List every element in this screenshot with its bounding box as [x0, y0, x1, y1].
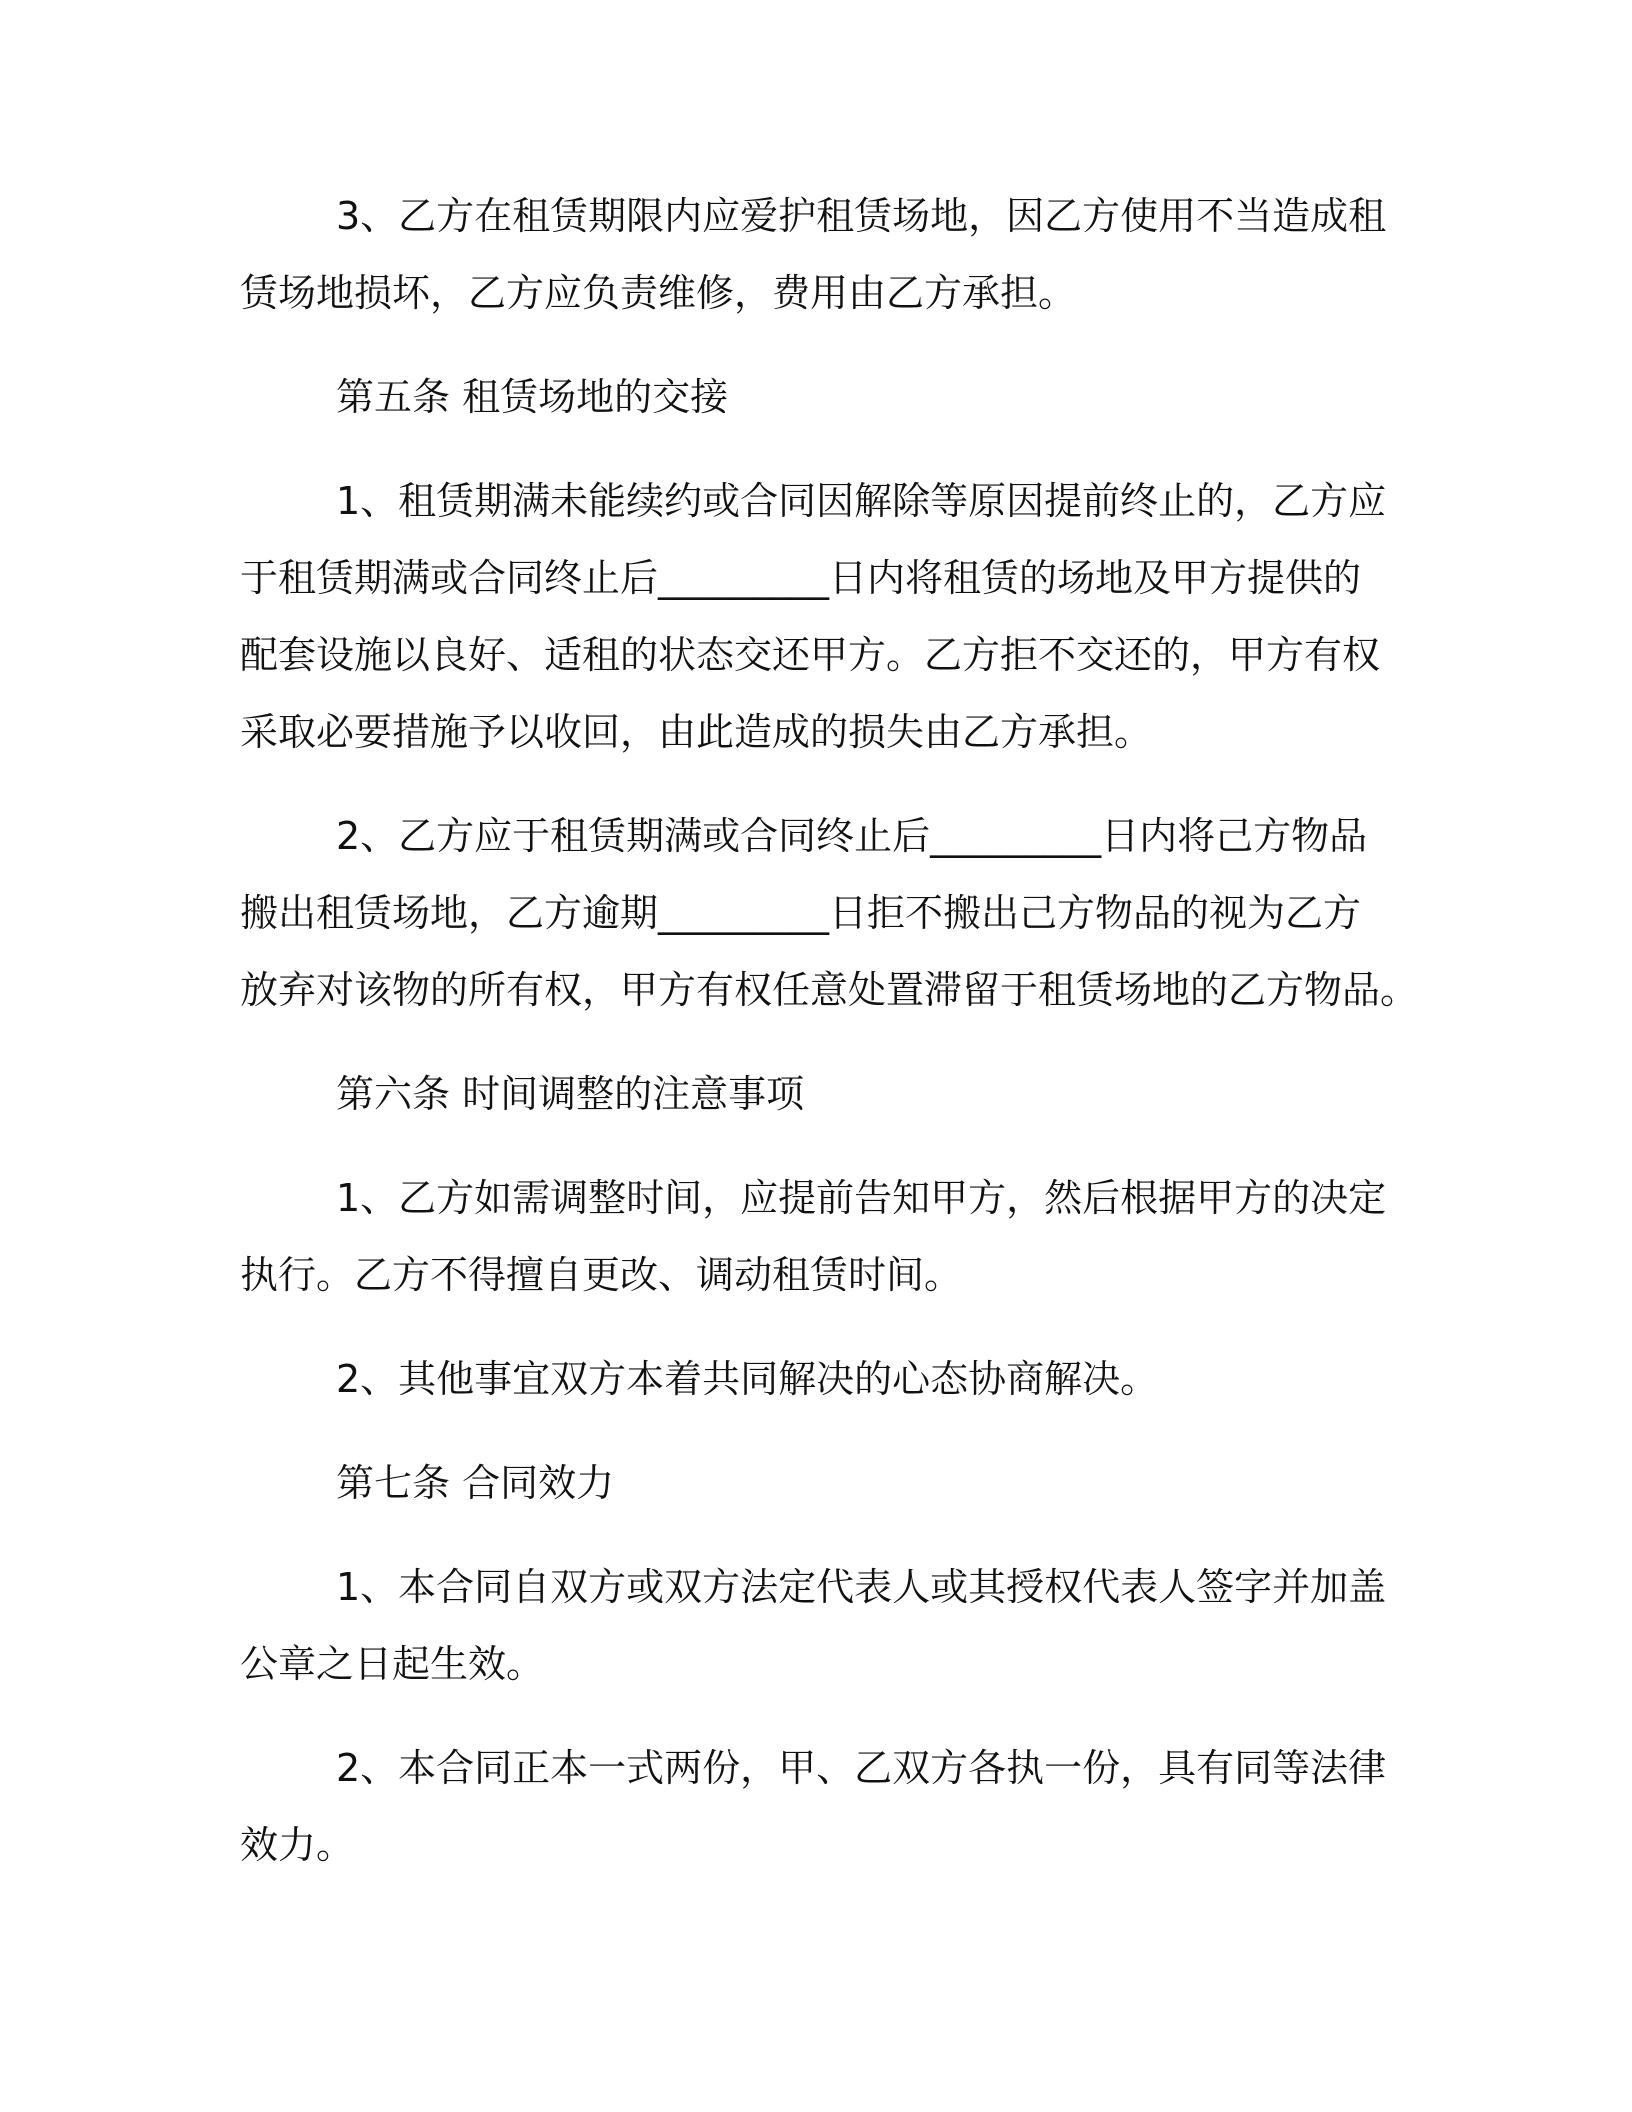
text-line: 2、乙方应于租赁期满或合同终止后_________日内将己方物品	[336, 814, 1368, 858]
clause-7-item-1	[240, 1549, 1390, 1703]
clause-5-item-2	[240, 798, 1419, 1029]
clause-4-item-3	[240, 178, 1390, 332]
clause-6-item-1	[240, 1160, 1390, 1314]
text-line: 公章之日起生效。	[240, 1642, 545, 1686]
clause-6-item-2	[240, 1341, 1390, 1418]
text-line: 放弃对该物的所有权，甲方有权任意处置滞留于租赁场地的乙方物品。	[240, 968, 1419, 1012]
text-line: 配套设施以良好、适租的状态交还甲方。乙方拒不交还的，甲方有权	[240, 633, 1381, 677]
article-7-heading	[240, 1445, 1390, 1522]
text-line: 搬出租赁场地，乙方逾期_________日拒不搬出己方物品的视为乙方	[240, 891, 1362, 935]
text-line: 1、本合同自双方或双方法定代表人或其授权代表人签字并加盖	[336, 1565, 1387, 1609]
text-line: 于租赁期满或合同终止后_________日内将租赁的场地及甲方提供的	[240, 556, 1362, 600]
text-line: 2、其他事宜双方本着共同解决的心态协商解决。	[336, 1357, 1159, 1401]
text-line: 3、乙方在租赁期限内应爱护租赁场地，因乙方使用不当造成租	[336, 194, 1387, 238]
article-5-heading	[240, 359, 1390, 436]
text-line: 1、租赁期满未能续约或合同因解除等原因提前终止的，乙方应	[336, 479, 1387, 523]
clause-7-item-2	[240, 1730, 1390, 1884]
clause-5-item-1	[240, 463, 1390, 771]
text-line: 执行。乙方不得擅自更改、调动租赁时间。	[240, 1253, 963, 1297]
text-line: 采取必要措施予以收回，由此造成的损失由乙方承担。	[240, 710, 1153, 754]
document-body	[240, 178, 1419, 1911]
heading-text: 第七条 合同效力	[336, 1461, 615, 1505]
heading-text: 第五条 租赁场地的交接	[336, 375, 729, 419]
text-line: 2、本合同正本一式两份，甲、乙双方各执一份，具有同等法律	[336, 1746, 1387, 1790]
text-line: 效力。	[240, 1823, 355, 1867]
heading-text: 第六条 时间调整的注意事项	[336, 1072, 805, 1116]
text-line: 1、乙方如需调整时间，应提前告知甲方，然后根据甲方的决定	[336, 1176, 1387, 1220]
text-line: 赁场地损坏，乙方应负责维修，费用由乙方承担。	[240, 271, 1077, 315]
article-6-heading	[240, 1056, 1390, 1133]
